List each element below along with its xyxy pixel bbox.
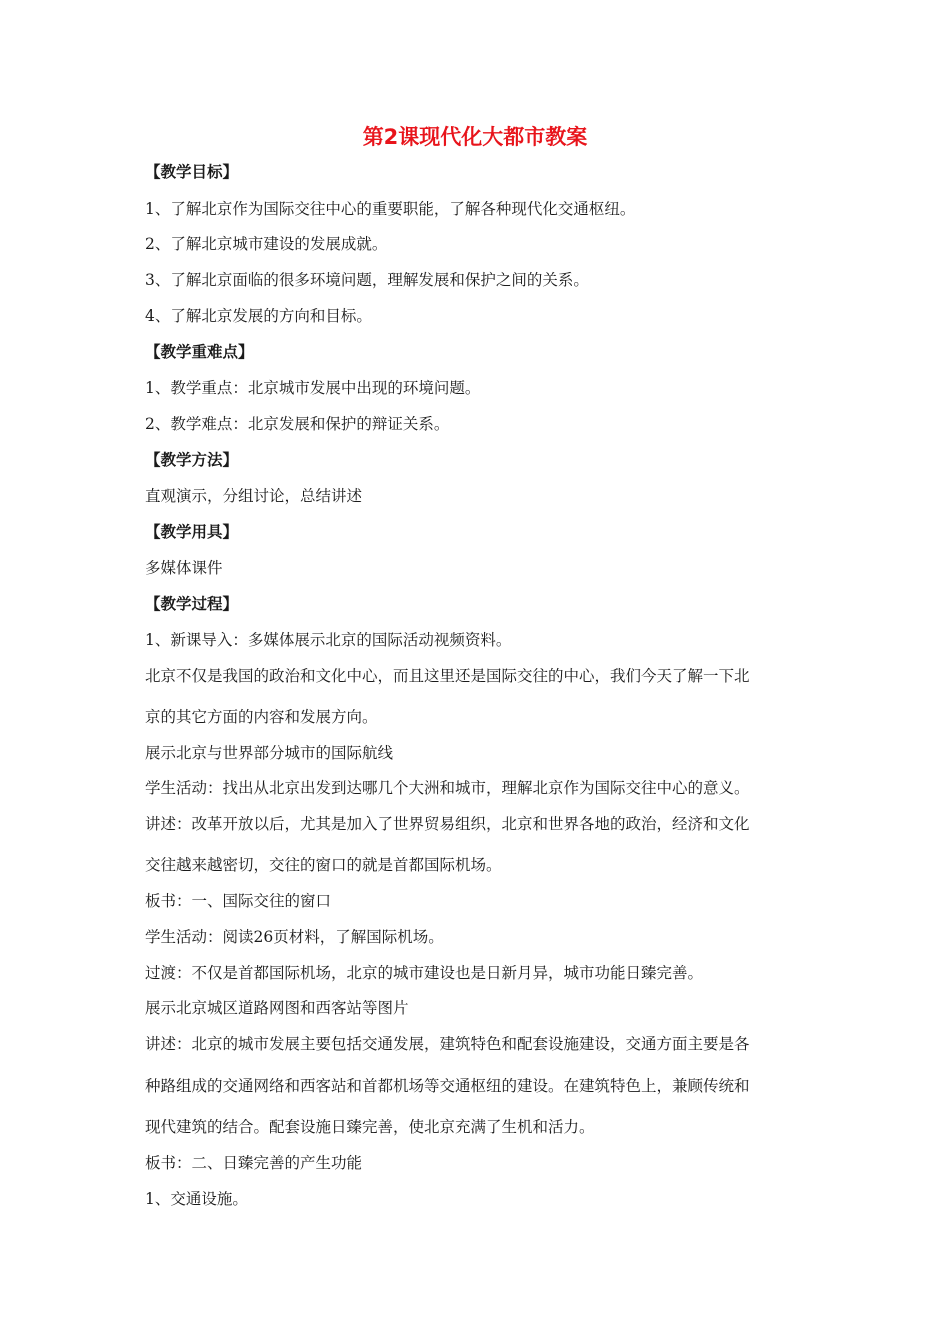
key-point-item: 2、教学难点：北京发展和保护的辩证关系。 [145, 415, 450, 433]
process-line: 过渡：不仅是首都国际机场，北京的城市建设也是日新月异，城市功能日臻完善。 [145, 964, 704, 982]
process-line: 交往越来越密切，交往的窗口的就是首都国际机场。 [145, 856, 502, 874]
key-point-item: 1、教学重点：北京城市发展中出现的环境问题。 [145, 379, 481, 397]
goal-item: 3、了解北京面临的很多环境问题，理解发展和保护之间的关系。 [145, 271, 589, 289]
goal-item: 2、了解北京城市建设的发展成就。 [145, 235, 388, 253]
methods-text: 直观演示，分组讨论，总结讲述 [145, 487, 363, 505]
goal-item: 1、了解北京作为国际交往中心的重要职能，了解各种现代化交通枢纽。 [145, 200, 636, 218]
process-line: 讲述：改革开放以后，尤其是加入了世界贸易组织，北京和世界各地的政治，经济和文化 [145, 815, 750, 833]
heading-methods: 【教学方法】 [145, 451, 239, 469]
heading-goals: 【教学目标】 [145, 163, 239, 181]
document-title: 第2课现代化大都市教案 [362, 125, 588, 149]
heading-process: 【教学过程】 [145, 595, 239, 613]
process-line: 讲述：北京的城市发展主要包括交通发展，建筑特色和配套设施建设，交通方面主要是各 [145, 1035, 750, 1053]
process-line: 北京不仅是我国的政治和文化中心，而且这里还是国际交往的中心，我们今天了解一下北 [145, 667, 750, 685]
tools-text: 多媒体课件 [145, 559, 223, 577]
process-line: 京的其它方面的内容和发展方向。 [145, 708, 378, 726]
heading-key-points: 【教学重难点】 [145, 343, 254, 361]
goal-item: 4、了解北京发展的方向和目标。 [145, 307, 372, 325]
process-line: 板书：一、国际交往的窗口 [145, 892, 332, 910]
process-line: 展示北京与世界部分城市的国际航线 [145, 744, 394, 762]
process-line: 学生活动：阅读26页材料，了解国际机场。 [145, 928, 444, 946]
process-line: 种路组成的交通网络和西客站和首都机场等交通枢纽的建设。在建筑特色上，兼顾传统和 [145, 1077, 750, 1095]
process-line: 1、交通设施。 [145, 1190, 248, 1208]
process-line: 学生活动：找出从北京出发到达哪几个大洲和城市，理解北京作为国际交往中心的意义。 [145, 779, 750, 797]
heading-tools: 【教学用具】 [145, 523, 239, 541]
process-line: 现代建筑的结合。配套设施日臻完善，使北京充满了生机和活力。 [145, 1118, 595, 1136]
process-line: 板书：二、日臻完善的产生功能 [145, 1154, 363, 1172]
process-line: 1、新课导入：多媒体展示北京的国际活动视频资料。 [145, 631, 512, 649]
process-line: 展示北京城区道路网图和西客站等图片 [145, 999, 409, 1017]
